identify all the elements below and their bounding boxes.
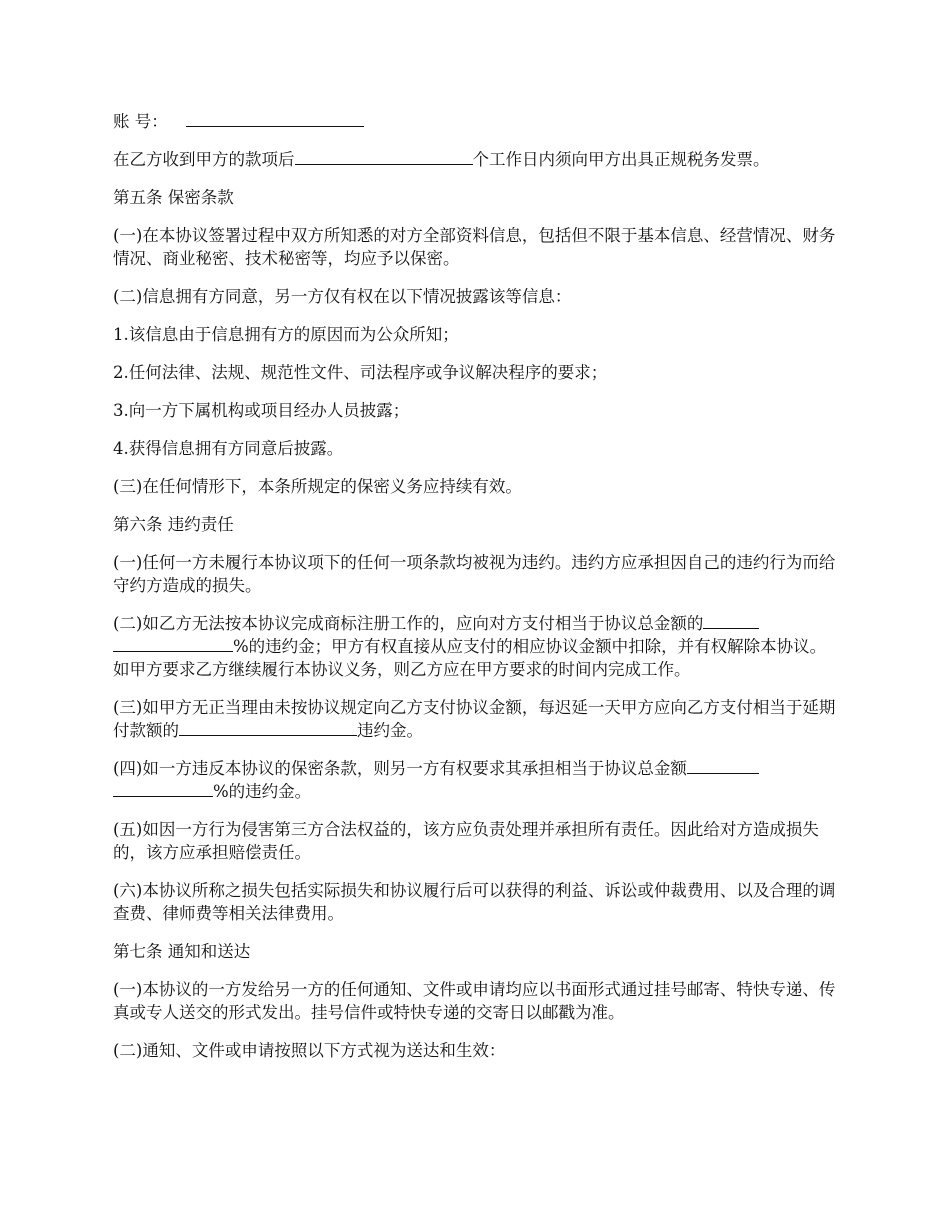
article-5-item-4: 4.获得信息拥有方同意后披露。 (113, 439, 344, 458)
article-5-item-1: 1.该信息由于信息拥有方的原因而为公众所知； (113, 325, 459, 344)
article-6-clause-5: (五)如因一方行为侵害第三方合法权益的，该方应负责处理并承担所有责任。因此给对方造成损失的，该方应承担赔偿责任。 (113, 820, 819, 862)
article-5-clause-2: (二)信息拥有方同意，另一方仅有权在以下情况披露该等信息： (113, 287, 572, 306)
late-payment-blank[interactable] (179, 734, 357, 736)
penalty-rate-blank-2b[interactable] (113, 795, 213, 797)
penalty-rate-blank-2a[interactable] (687, 772, 759, 774)
article-5-title: 第五条 保密条款 (113, 188, 234, 207)
article-7-title: 第七条 通知和送达 (113, 942, 251, 961)
account-label: 账 号： (113, 112, 168, 131)
article-6-clause-1: (一)任何一方未履行本协议项下的任何一项条款均被视为违约。违约方应承担因自己的违约行为而给守约方造成的损失。 (113, 553, 836, 595)
penalty-rate-blank-1b[interactable] (113, 650, 233, 652)
article-6-clause-6: (六)本协议所称之损失包括实际损失和协议履行后可以获得的利益、诉讼或仲裁费用、以及合理的调查费、律师费等相关法律费用。 (113, 881, 836, 923)
article-7-clause-2: (二)通知、文件或申请按照以下方式视为送达和生效： (113, 1041, 506, 1060)
invoice-clause: 在乙方收到甲方的款项后 个工作日内须向甲方出具正规税务发票。 (113, 150, 770, 169)
article-5-clause-1: (一)在本协议签署过程中双方所知悉的对方全部资料信息，包括但不限于基本信息、经营情况、财务情况、商业秘密、技术秘密等，均应予以保密。 (113, 226, 836, 268)
account-blank[interactable] (186, 125, 364, 127)
article-5-clause-3: (三)在任何情形下，本条所规定的保密义务应持续有效。 (113, 477, 522, 496)
article-7-clause-1: (一)本协议的一方发给另一方的任何通知、文件或申请均应以书面形式通过挂号邮寄、特快专递、传真或专人送交的形式发出。挂号信件或特快专递的交寄日以邮戳为准。 (113, 980, 836, 1022)
article-6-clause-3: (三)如甲方无正当理由未按协议规定向乙方支付协议金额，每迟延一天甲方应向乙方支付相当于延期付款额的 违约金。 (113, 698, 836, 740)
invoice-days-blank[interactable] (295, 163, 473, 165)
article-5-item-2: 2.任何法律、法规、规范性文件、司法程序或争议解决程序的要求； (113, 363, 608, 382)
article-6-clause-2: (二)如乙方无法按本协议完成商标注册工作的，应向对方支付相当于协议总金额的 %的违约金；甲方有权直接从应支付的相应协议金额中扣除，并有权解除本协议。如甲方要求乙方继续履行本协议义务，则乙方应在甲方要求的时间内完成工作。 (113, 614, 827, 679)
article-6-clause-4: (四)如一方违反本协议的保密条款，则另一方有权要求其承担相当于协议总金额 %的违约金。 (113, 757, 840, 803)
penalty-rate-blank-1a[interactable] (703, 627, 759, 629)
article-6-title: 第六条 违约责任 (113, 515, 234, 534)
article-5-item-3: 3.向一方下属机构或项目经办人员披露； (113, 401, 410, 420)
account-line (113, 110, 840, 133)
